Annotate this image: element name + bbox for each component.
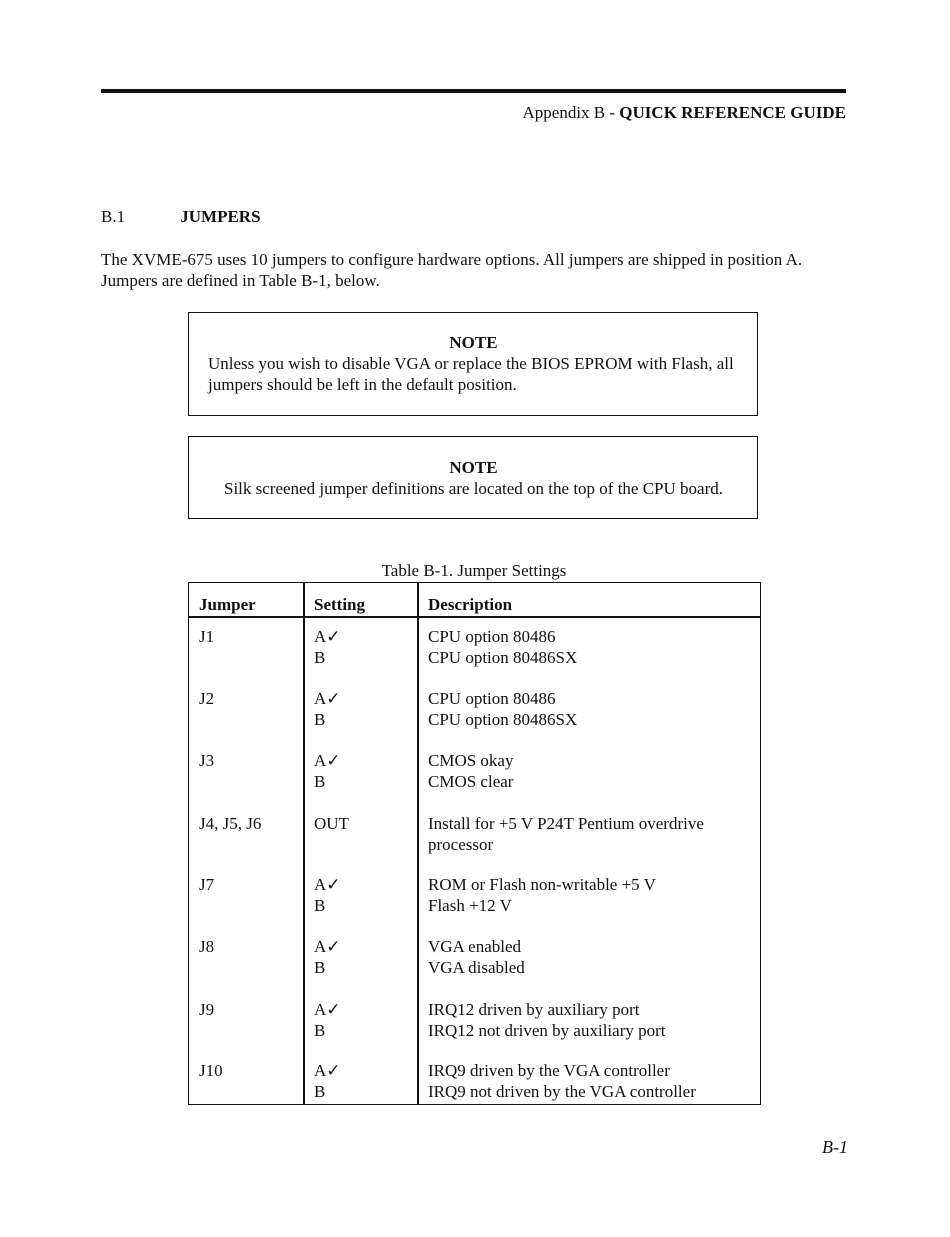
jumper-cell bbox=[199, 688, 214, 709]
description-text: CPU option 80486SX bbox=[428, 648, 578, 667]
running-header bbox=[523, 103, 847, 123]
description-text: CPU option 80486SX bbox=[428, 710, 578, 729]
intro-paragraph: The XVME-675 uses 10 jumpers to configure hardware options. All jumpers are shipped in position A. Jumpers are defined in Table B-1, below. bbox=[101, 250, 803, 290]
jumper-id: J4, J5, J6 bbox=[199, 814, 262, 833]
jumper-id: J2 bbox=[199, 689, 215, 708]
setting-value: A✓ bbox=[314, 937, 341, 956]
setting-cell bbox=[314, 1060, 341, 1102]
jumper-cell bbox=[199, 999, 214, 1020]
header-rule bbox=[101, 89, 846, 93]
jumper-cell bbox=[199, 750, 214, 771]
setting-value: B bbox=[314, 710, 326, 729]
setting-value: A✓ bbox=[314, 751, 341, 770]
description-cell bbox=[428, 626, 753, 668]
description-text: IRQ12 driven by auxiliary port bbox=[428, 1000, 640, 1019]
header-setting: Setting bbox=[314, 595, 365, 614]
section-number: B.1 bbox=[101, 207, 126, 226]
jumper-id: J9 bbox=[199, 1000, 215, 1019]
description-cell bbox=[428, 688, 753, 730]
table-caption: Table B-1. Jumper Settings bbox=[381, 561, 567, 580]
description-text: Install for +5 V P24T Pentium overdrive processor bbox=[428, 814, 704, 854]
section-title: JUMPERS bbox=[180, 207, 261, 226]
setting-value: B bbox=[314, 1021, 326, 1040]
note-title: NOTE bbox=[449, 458, 498, 477]
jumper-cell bbox=[199, 813, 261, 834]
description-text: CPU option 80486 bbox=[428, 627, 556, 646]
description-text: VGA disabled bbox=[428, 958, 525, 977]
setting-cell bbox=[314, 813, 349, 834]
description-text: CPU option 80486 bbox=[428, 689, 556, 708]
description-cell bbox=[428, 1060, 753, 1102]
setting-value: OUT bbox=[314, 814, 349, 833]
description-text: Flash +12 V bbox=[428, 896, 512, 915]
setting-value: A✓ bbox=[314, 1000, 341, 1019]
setting-cell bbox=[314, 626, 341, 668]
setting-cell bbox=[314, 936, 341, 978]
jumper-id: J3 bbox=[199, 751, 215, 770]
setting-value: B bbox=[314, 772, 326, 791]
description-cell bbox=[428, 999, 753, 1041]
column-divider bbox=[417, 583, 419, 1104]
note-box-vga bbox=[188, 312, 758, 416]
note-title: NOTE bbox=[449, 333, 498, 352]
description-text: IRQ9 driven by the VGA controller bbox=[428, 1061, 670, 1080]
jumper-id: J7 bbox=[199, 875, 215, 894]
appendix-label: Appendix B - bbox=[522, 103, 616, 122]
setting-cell bbox=[314, 750, 341, 792]
setting-value: A✓ bbox=[314, 689, 341, 708]
jumper-id: J8 bbox=[199, 937, 215, 956]
note-box-silkscreen bbox=[188, 436, 758, 519]
setting-value: A✓ bbox=[314, 875, 341, 894]
header-jumper: Jumper bbox=[199, 595, 256, 614]
setting-cell bbox=[314, 999, 341, 1041]
description-cell bbox=[428, 750, 753, 792]
setting-value: B bbox=[314, 1082, 326, 1101]
description-text: VGA enabled bbox=[428, 937, 522, 956]
description-cell bbox=[428, 874, 753, 916]
setting-value: B bbox=[314, 958, 326, 977]
setting-value: A✓ bbox=[314, 627, 341, 646]
jumper-id: J10 bbox=[199, 1061, 223, 1080]
jumper-settings-table bbox=[188, 582, 761, 1105]
description-text: CMOS okay bbox=[428, 751, 514, 770]
description-text: IRQ9 not driven by the VGA controller bbox=[428, 1082, 696, 1101]
setting-cell bbox=[314, 874, 341, 916]
jumper-cell bbox=[199, 626, 214, 647]
note-body: Unless you wish to disable VGA or replace the BIOS EPROM with Flash, all jumpers should be left in the default position. bbox=[208, 354, 734, 394]
setting-cell bbox=[314, 688, 341, 730]
description-cell bbox=[428, 813, 753, 855]
column-divider bbox=[303, 583, 305, 1104]
appendix-title: QUICK REFERENCE GUIDE bbox=[619, 103, 846, 122]
page-number: B-1 bbox=[822, 1137, 848, 1157]
setting-value: A✓ bbox=[314, 1061, 341, 1080]
setting-value: B bbox=[314, 896, 326, 915]
description-cell bbox=[428, 936, 753, 978]
description-text: IRQ12 not driven by auxiliary port bbox=[428, 1021, 666, 1040]
description-text: CMOS clear bbox=[428, 772, 514, 791]
jumper-cell bbox=[199, 936, 214, 957]
jumper-cell bbox=[199, 874, 214, 895]
header-description: Description bbox=[428, 595, 513, 614]
jumper-cell bbox=[199, 1060, 223, 1081]
header-divider bbox=[189, 616, 760, 618]
note-body: Silk screened jumper definitions are located on the top of the CPU board. bbox=[223, 479, 723, 498]
setting-value: B bbox=[314, 648, 326, 667]
description-text: ROM or Flash non-writable +5 V bbox=[428, 875, 656, 894]
section-heading bbox=[101, 207, 261, 227]
jumper-id: J1 bbox=[199, 627, 215, 646]
